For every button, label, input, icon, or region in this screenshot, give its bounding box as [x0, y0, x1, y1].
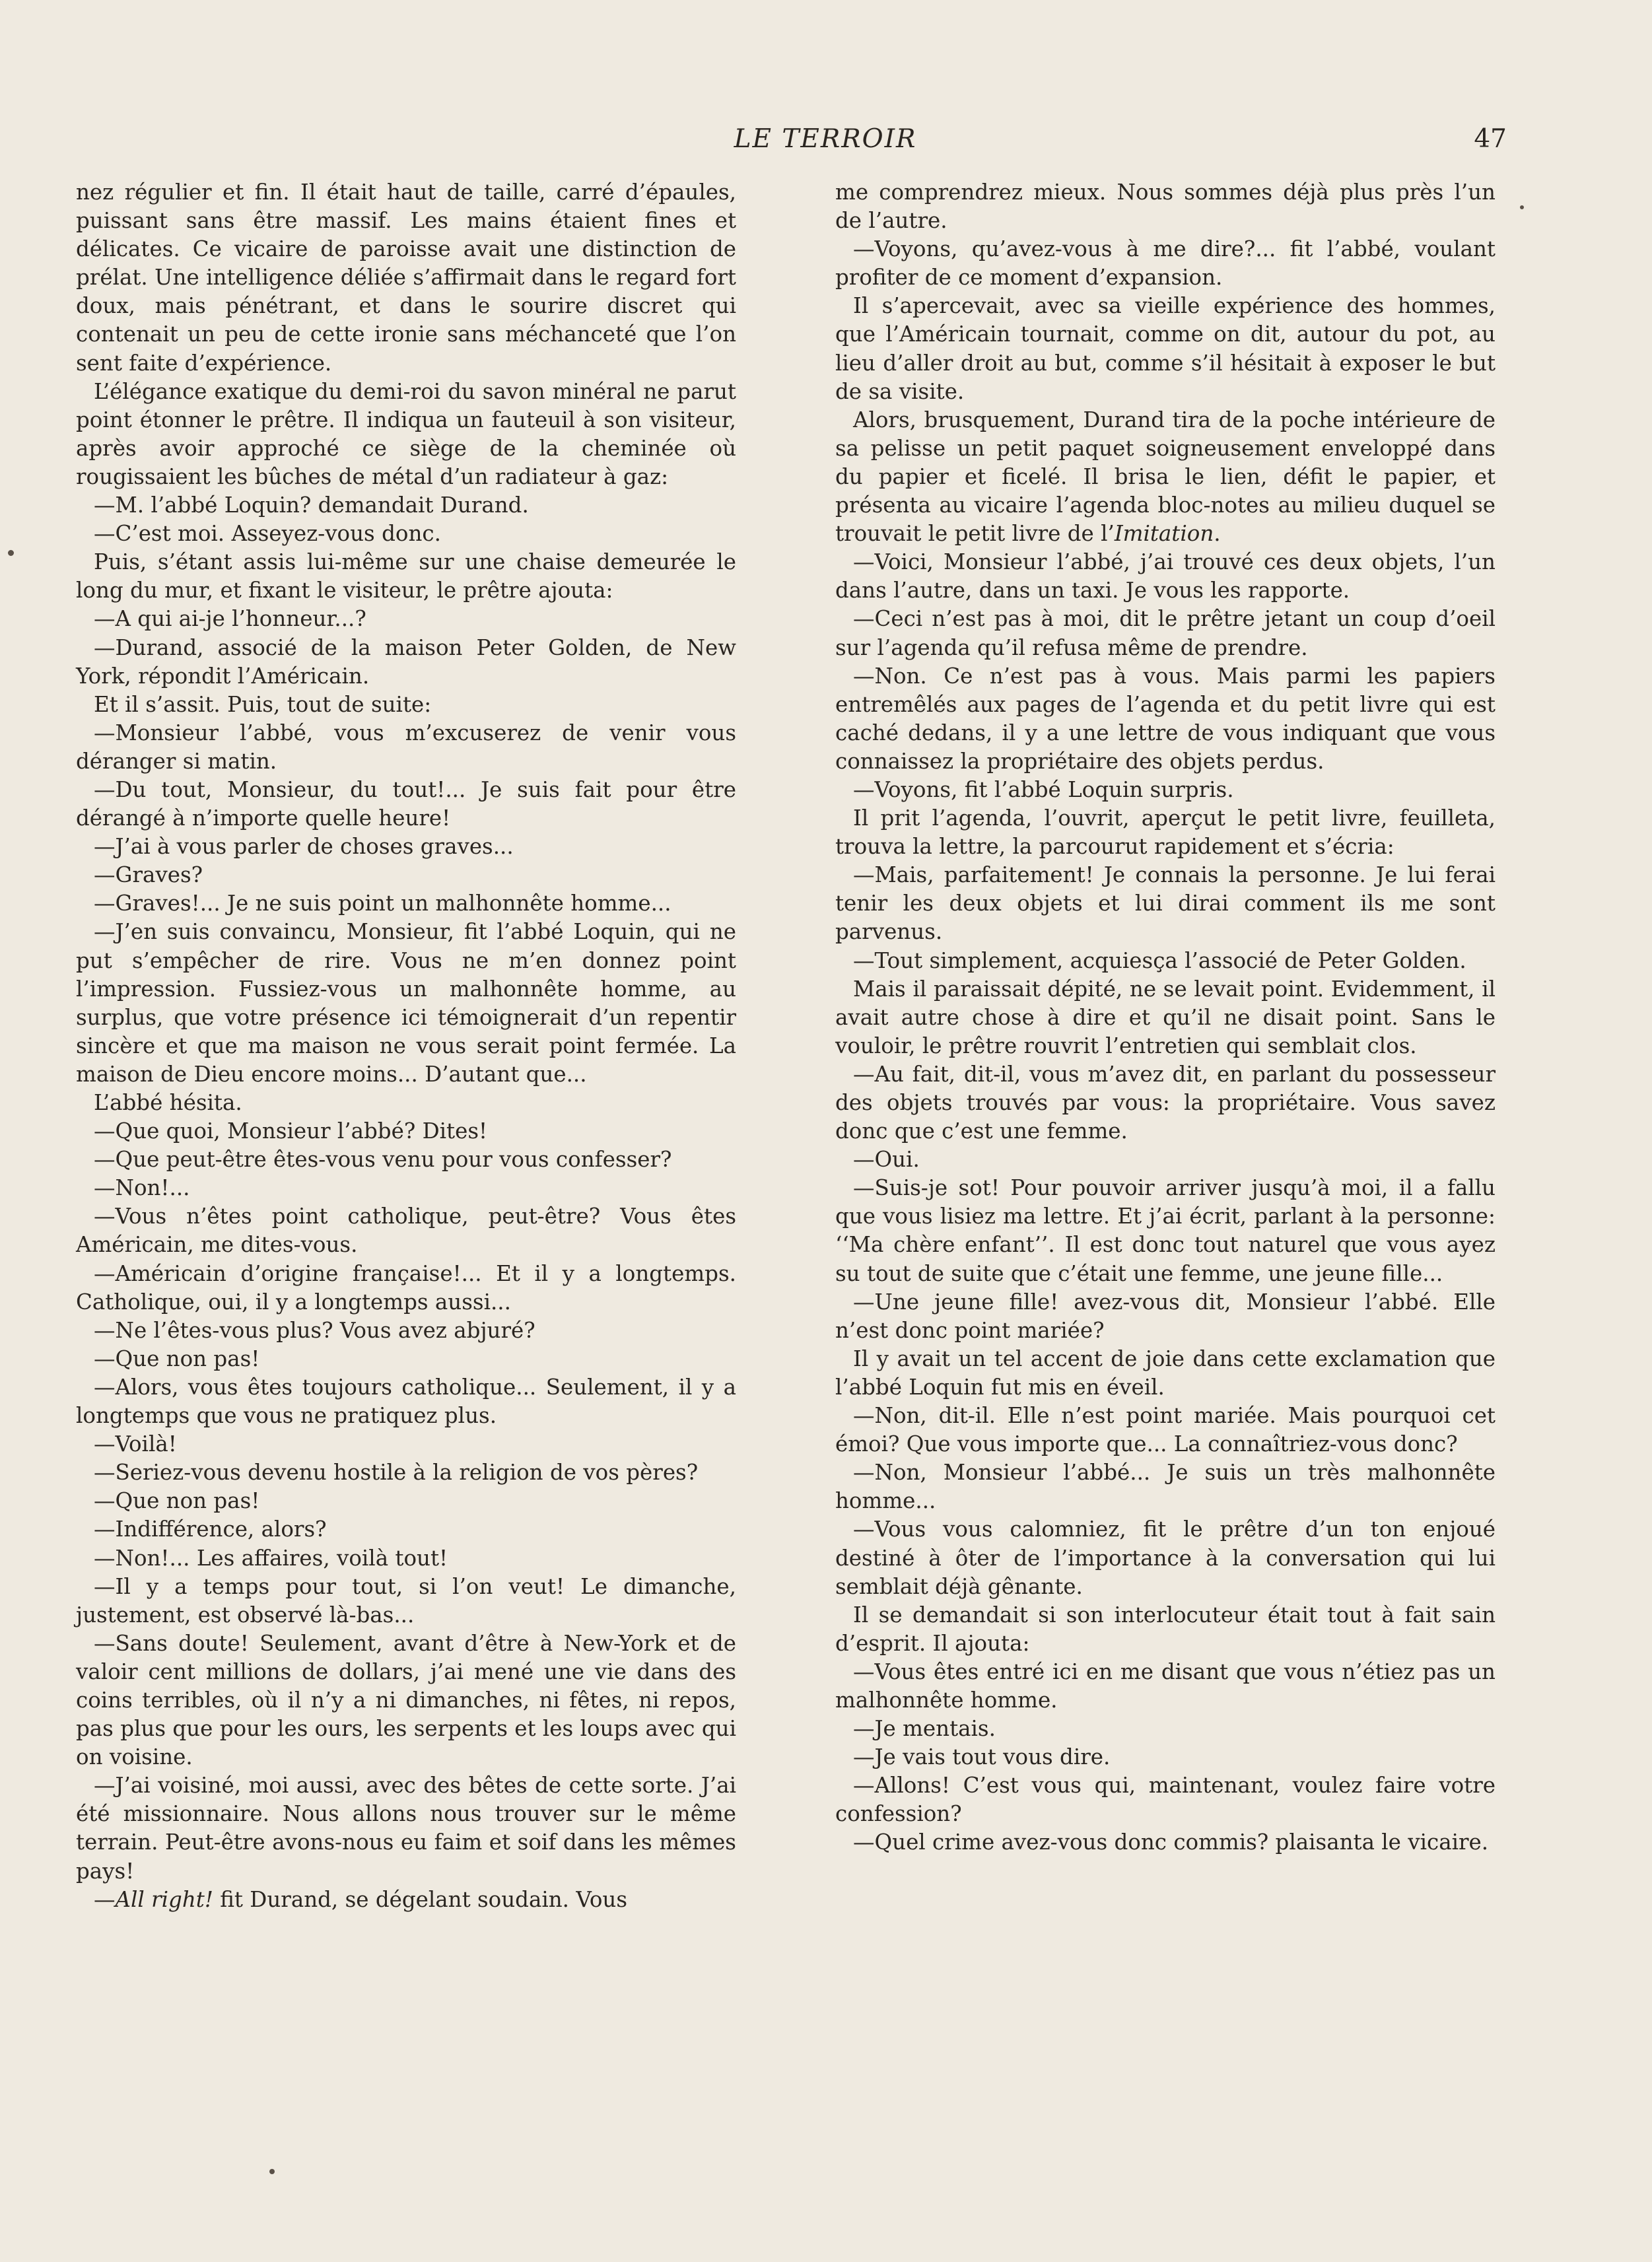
paragraph-text: —Graves!... Je ne suis point un malhonnête homme...	[94, 891, 671, 916]
paragraph-text: —Que non pas!	[94, 1346, 260, 1371]
paragraph-text-continued: .	[1214, 521, 1221, 547]
paragraph	[76, 520, 736, 548]
paragraph	[835, 1658, 1496, 1715]
paragraph	[76, 1373, 736, 1430]
paragraph-text: —Une jeune fille! avez-vous dit, Monsieur l’abbé. Elle n’est donc point mariée?	[835, 1289, 1496, 1343]
paragraph	[76, 1202, 736, 1259]
paragraph-text: —Voyons, fit l’abbé Loquin surpris.	[853, 776, 1234, 802]
paragraph	[76, 776, 736, 833]
paragraph	[835, 605, 1496, 662]
paragraph	[76, 1515, 736, 1544]
paragraph	[835, 975, 1496, 1060]
paragraph	[835, 1715, 1496, 1743]
paragraph	[835, 1458, 1496, 1515]
paragraph-text: —Non!... Les affaires, voilà tout!	[94, 1545, 448, 1571]
paragraph	[835, 1288, 1496, 1345]
paragraph	[76, 1886, 736, 1914]
paragraph	[835, 1060, 1496, 1146]
paragraph	[835, 776, 1496, 804]
paragraph-text: —J’en suis convaincu, Monsieur, fit l’abbé Loquin, qui ne put s’empêcher de rire. Vous ne m’en donnez point l’impression. Fussiez-vous un malhonnête homme, au surplus, que votre présence ici témoignerait d’un repentir sincère et que ma maison ne vous serait point fermée. La maison de Dieu encore moins... D’autant que...	[76, 919, 736, 1087]
paragraph	[835, 1771, 1496, 1828]
paragraph	[835, 861, 1496, 946]
paragraph-text: Il s’apercevait, avec sa vieille expérience des hommes, que l’Américain tournait, comme on dit, autour du pot, au lieu d’aller droit au but, comme s’il hésitait à exposer le but de sa visite.	[835, 293, 1496, 404]
paragraph-text: —Oui.	[853, 1147, 920, 1173]
paragraph-text: —Tout simplement, acquiesça l’associé de Peter Golden.	[853, 947, 1466, 973]
paragraph-text: —Voyons, qu’avez-vous à me dire?... fit l’abbé, voulant profiter de ce moment d’expansion.	[835, 236, 1496, 291]
paragraph	[76, 178, 736, 378]
paragraph	[76, 491, 736, 520]
paragraph-text: —Non, Monsieur l’abbé... Je suis un très malhonnête homme...	[835, 1460, 1496, 1514]
paragraph	[76, 1430, 736, 1458]
paragraph-text: —Non, dit-il. Elle n’est point mariée. Mais pourquoi cet émoi? Que vous importe que... La connaîtriez-vous donc?	[835, 1403, 1496, 1457]
paragraph-text: Il y avait un tel accent de joie dans cette exclamation que l’abbé Loquin fut mis en éveil.	[835, 1346, 1496, 1400]
paragraph	[835, 1146, 1496, 1174]
paragraph-text: L’abbé hésita.	[94, 1090, 242, 1115]
paragraph-text: —Voilà!	[94, 1431, 177, 1457]
paragraph	[76, 833, 736, 861]
paragraph-text: —Du tout, Monsieur, du tout!... Je suis fait pour être dérangé à n’importe quelle heure!	[76, 776, 736, 831]
paragraph-text: —Vous êtes entré ici en me disant que vous n’étiez pas un malhonnête homme.	[835, 1659, 1496, 1713]
paragraph	[835, 1828, 1496, 1857]
paragraph-text: —Suis-je sot! Pour pouvoir arriver jusqu’à moi, il a fallu que vous lisiez ma lettre. Et j’ai écrit, parlant à la personne: ‘‘Ma chère enfant’’. Il est donc tout naturel que vous ayez su tout de suite que c’était une femme, une jeune fille...	[835, 1175, 1496, 1286]
paragraph-text: —Que peut-être êtes-vous venu pour vous confesser?	[94, 1147, 672, 1173]
paragraph-text: —Ne l’êtes-vous plus? Vous avez abjuré?	[94, 1317, 535, 1343]
paragraph-text: Et il s’assit. Puis, tout de suite:	[94, 691, 432, 717]
paragraph-text: Alors, brusquement, Durand tira de la poche intérieure de sa pelisse un petit paquet soigneusement enveloppé dans du papier et ficelé. Il brisa le lien, défit le papier, et présenta au vicaire l’agenda bloc-notes au milieu duquel se trouvait le petit livre de l’	[835, 407, 1496, 547]
paragraph-text: Puis, s’étant assis lui-même sur une chaise demeurée le long du mur, et fixant le visiteur, le prêtre ajouta:	[76, 549, 736, 603]
paragraph	[835, 548, 1496, 605]
print-speck	[269, 2169, 275, 2174]
paragraph-text: —Voici, Monsieur l’abbé, j’ai trouvé ces deux objets, l’un dans l’autre, dans un taxi. Je vous les rapporte.	[835, 549, 1496, 603]
paragraph-text: —Au fait, dit-il, vous m’avez dit, en parlant du possesseur des objets trouvés par vous: la propriétaire. Vous savez donc que c’est une femme.	[835, 1061, 1496, 1144]
paragraph	[835, 1515, 1496, 1600]
paragraph-text: —Monsieur l’abbé, vous m’excuserez de venir vous déranger si matin.	[76, 720, 736, 774]
paragraph	[835, 235, 1496, 292]
page-header	[0, 124, 1652, 164]
italic-text: All right!	[115, 1886, 213, 1912]
paragraph-text: —J’ai à vous parler de choses graves...	[94, 834, 514, 860]
paragraph-text: Il prit l’agenda, l’ouvrit, aperçut le petit livre, feuilleta, trouva la lettre, la parcourut rapidement et s’écria:	[835, 805, 1496, 860]
page-number: 47	[1474, 124, 1507, 154]
paragraph	[835, 1743, 1496, 1771]
paragraph-text: —	[94, 1886, 116, 1912]
paragraph	[76, 1317, 736, 1345]
paragraph-text: L’élégance exatique du demi-roi du savon minéral ne parut point étonner le prêtre. Il indiqua un fauteuil à son visiteur, après avoir approché ce siège de la cheminée où rougissaient les bûches de métal d’un radiateur à gaz:	[76, 378, 736, 489]
paragraph-text: —J’ai voisiné, moi aussi, avec des bêtes de cette sorte. J’ai été missionnaire. Nous allons nous trouver sur le même terrain. Peut-être avons-nous eu faim et soif dans les mêmes pays!	[76, 1773, 736, 1884]
paragraph	[76, 1089, 736, 1117]
paragraph-text: —Sans doute! Seulement, avant d’être à New-York et de valoir cent millions de dollars, j’ai mené une vie dans des coins terribles, où il n’y a ni dimanches, ni fêtes, ni repos, pas plus que pour les ours, les serpents et les loups avec qui on voisine.	[76, 1630, 736, 1770]
paragraph	[76, 1629, 736, 1771]
paragraph	[76, 918, 736, 1089]
paragraph-text: nez régulier et fin. Il était haut de taille, carré d’épaules, puissant sans être massif. Les mains étaient fines et délicates. Ce vicaire de paroisse avait une distinction de prélat. Une intelligence déliée s’affirmait dans le regard fort doux, mais pénétrant, et dans le sourire discret qui contenait un peu de cette ironie sans méchanceté que l’on sent faite d’expérience.	[76, 180, 736, 376]
paragraph-text: —C’est moi. Asseyez-vous donc.	[94, 521, 441, 547]
paragraph-text: —M. l’abbé Loquin? demandait Durand.	[94, 493, 529, 518]
paragraph-text: —Ceci n’est pas à moi, dit le prêtre jetant un coup d’oeil sur l’agenda qu’il refusa même de prendre.	[835, 606, 1496, 660]
paragraph	[76, 1146, 736, 1174]
paragraph	[76, 691, 736, 719]
paragraph-text: —Graves?	[94, 862, 203, 888]
paragraph	[76, 1117, 736, 1146]
paragraph-text: —Non. Ce n’est pas à vous. Mais parmi les papiers entremêlés aux pages de l’agenda et du petit livre qui est caché dedans, il y a une lettre de vous indiquant que vous connaissez la propriétaire des objets perdus.	[835, 663, 1496, 774]
paragraph-text: me comprendrez mieux. Nous sommes déjà plus près l’un de l’autre.	[835, 180, 1496, 234]
paragraph-text: —Vous vous calomniez, fit le prêtre d’un ton enjoué destiné à ôter de l’importance à la conversation qui lui semblait déjà gênante.	[835, 1517, 1496, 1599]
paragraph-text: —Mais, parfaitement! Je connais la personne. Je lui ferai tenir les deux objets et lui dirai comment ils me sont parvenus.	[835, 862, 1496, 945]
paragraph-text: Il se demandait si son interlocuteur était tout à fait sain d’esprit. Il ajouta:	[835, 1602, 1496, 1656]
text-column-left	[76, 178, 736, 1914]
paragraph-text: —Je vais tout vous dire.	[853, 1744, 1111, 1770]
paragraph-text: —Il y a temps pour tout, si l’on veut! Le dimanche, justement, est observé là-bas...	[76, 1573, 736, 1628]
paragraph	[76, 1771, 736, 1885]
paragraph-text-continued: fit Durand, se dégelant soudain. Vous	[213, 1886, 628, 1912]
paragraph	[835, 1345, 1496, 1402]
paragraph-text: —Quel crime avez-vous donc commis? plaisanta le vicaire.	[853, 1830, 1489, 1855]
paragraph-text: —Seriez-vous devenu hostile à la religion de vos pères?	[94, 1460, 699, 1486]
paragraph-text: Mais il paraissait dépité, ne se levait point. Evidemment, il avait autre chose à dire et qu’il ne disait point. Sans le vouloir, le prêtre rouvrit l’entretien qui semblait clos.	[835, 976, 1496, 1058]
paragraph	[76, 719, 736, 776]
paragraph-text: —Alors, vous êtes toujours catholique... Seulement, il y a longtemps que vous ne pratiquez plus.	[76, 1374, 736, 1429]
paragraph	[76, 548, 736, 605]
paragraph	[76, 861, 736, 889]
paragraph	[835, 1174, 1496, 1287]
print-speck	[8, 550, 14, 556]
paragraph	[835, 662, 1496, 776]
paragraph-text: —Je mentais.	[853, 1716, 996, 1742]
paragraph-text: —Que non pas!	[94, 1488, 260, 1514]
paragraph	[76, 1174, 736, 1202]
paragraph	[76, 378, 736, 491]
paragraph	[835, 1601, 1496, 1658]
text-column-right	[835, 178, 1496, 1857]
paragraph-text: —Que quoi, Monsieur l’abbé? Dites!	[94, 1118, 488, 1144]
paragraph-text: —Non!...	[94, 1175, 190, 1201]
paragraph-text: —A qui ai-je l’honneur...?	[94, 606, 366, 632]
paragraph-text: —Allons! C’est vous qui, maintenant, voulez faire votre confession?	[835, 1773, 1496, 1827]
paragraph-text: —Durand, associé de la maison Peter Golden, de New York, répondit l’Américain.	[76, 634, 736, 689]
paragraph	[835, 947, 1496, 975]
paragraph	[76, 605, 736, 633]
paragraph-text: —Américain d’origine française!... Et il y a longtemps. Catholique, oui, il y a longtemps aussi...	[76, 1260, 736, 1315]
paragraph	[76, 1487, 736, 1515]
paragraph	[76, 1544, 736, 1573]
paragraph	[835, 292, 1496, 405]
paragraph	[76, 634, 736, 691]
italic-text: Imitation	[1114, 521, 1214, 547]
running-title: LE TERROIR	[734, 124, 917, 154]
paragraph	[76, 1345, 736, 1373]
paragraph	[835, 406, 1496, 548]
paragraph	[835, 1402, 1496, 1458]
paragraph	[76, 889, 736, 918]
print-speck	[1520, 205, 1524, 209]
paragraph	[835, 178, 1496, 235]
paragraph-text: —Indifférence, alors?	[94, 1517, 327, 1542]
paragraph	[76, 1260, 736, 1317]
paragraph	[76, 1458, 736, 1487]
paragraph	[835, 804, 1496, 861]
paragraph	[76, 1573, 736, 1629]
paragraph-text: —Vous n’êtes point catholique, peut-être? Vous êtes Américain, me dites-vous.	[76, 1204, 736, 1258]
